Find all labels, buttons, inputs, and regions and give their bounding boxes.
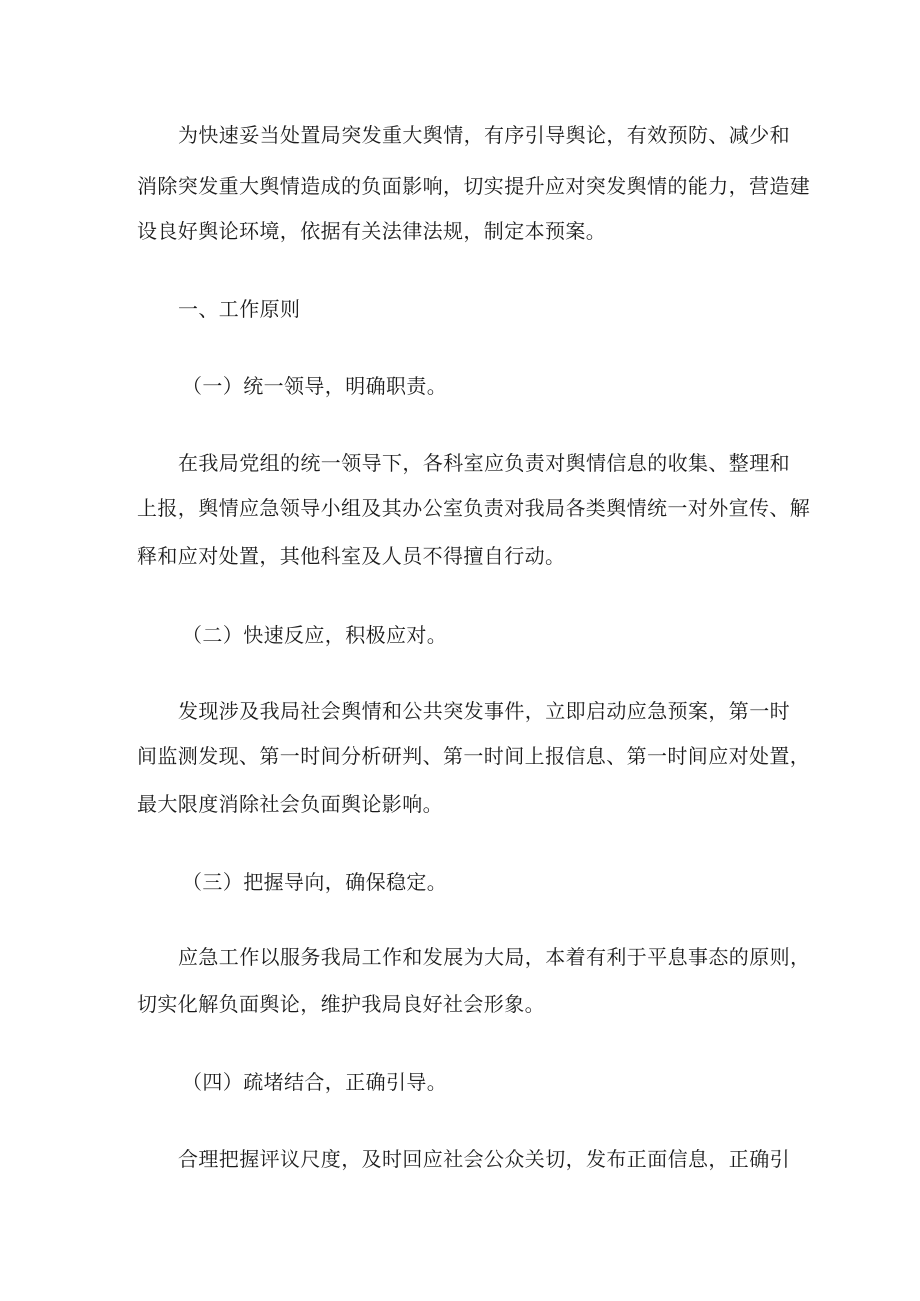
paragraph-3-line-1: 发现涉及我局社会舆情和公共突发事件，立即启动应急预案，第一时: [178, 699, 790, 723]
paragraph-3-line-3: 最大限度消除社会负面舆论影响。: [137, 792, 443, 816]
subsection-1-title: （一）统一领导，明确职责。: [182, 374, 448, 398]
paragraph-4-line-1: 应急工作以服务我局工作和发展为大局，本着有利于平息事态的原则，: [178, 945, 811, 969]
paragraph-1-line-2: 消除突发重大舆情造成的负面影响，切实提升应对突发舆情的能力，营造建: [137, 174, 811, 198]
subsection-3-title: （三）把握导向，确保稳定。: [182, 870, 448, 894]
paragraph-2-line-1: 在我局党组的统一领导下，各科室应负责对舆情信息的收集、整理和: [178, 451, 790, 475]
paragraph-1-line-3: 设良好舆论环境，依据有关法律法规，制定本预案。: [137, 219, 607, 243]
subsection-4-title: （四）疏堵结合，正确引导。: [182, 1070, 448, 1094]
subsection-2-title: （二）快速反应，积极应对。: [182, 623, 448, 647]
paragraph-1-line-1: 为快速妥当处置局突发重大舆情，有序引导舆论，有效预防、减少和: [178, 123, 790, 147]
paragraph-2-line-3: 释和应对处置，其他科室及人员不得擅自行动。: [137, 544, 566, 568]
section-1-title: 一、工作原则: [178, 297, 301, 321]
paragraph-3-line-2: 间监测发现、第一时间分析研判、第一时间上报信息、第一时间应对处置，: [137, 744, 811, 768]
paragraph-4-line-2: 切实化解负面舆论，维护我局良好社会形象。: [137, 992, 545, 1016]
paragraph-2-line-2: 上报，舆情应急领导小组及其办公室负责对我局各类舆情统一对外宣传、解: [137, 496, 811, 520]
paragraph-5-line-1: 合理把握评议尺度，及时回应社会公众关切，发布正面信息，正确引: [178, 1147, 790, 1171]
